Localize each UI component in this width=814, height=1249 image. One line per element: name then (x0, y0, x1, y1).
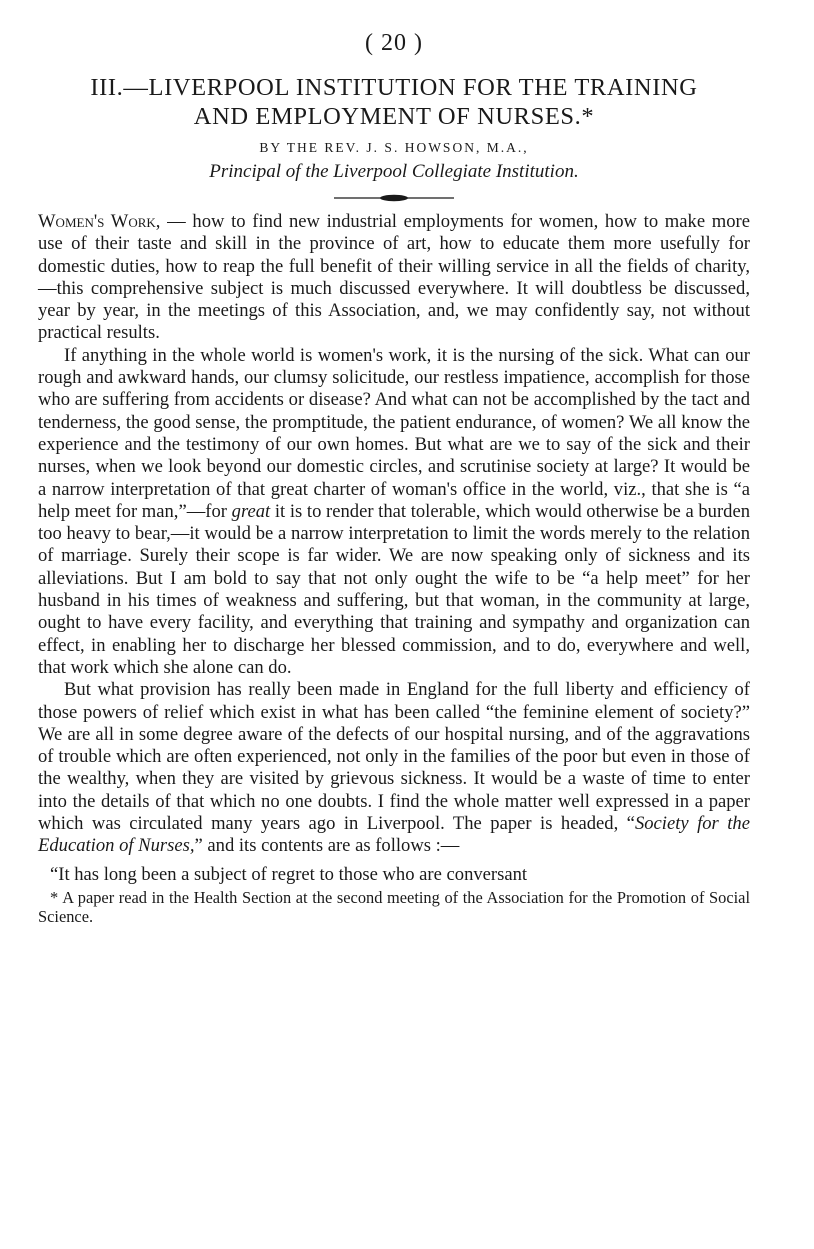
author-byline: BY THE REV. J. S. HOWSON, M.A., (259, 140, 529, 155)
paragraph-3-emphasis: Society for the Education of Nurses, (38, 813, 750, 857)
paragraph-2-text-b: it is to render that tolerable, which would otherwise be a burden too heavy to bear,—it would be a narrow interpretation to limit the words merely to the relation of marriage. Surely their scope is far wider. We are now speaking only of sickness and its alleviations. But I am bold to say that not only ought the wife to be “a help meet” for her husband in his times of weakness and suffering, but that woman, in the community at large, ought to have every facility, and everything that training and sympathy and organization can effect, in enabling her to discharge her blessed commission, and to do, everywhere and well, that work which she alone can do. (38, 500, 751, 678)
page-number: ( 20 ) (365, 30, 423, 56)
footnote (38, 888, 750, 926)
paragraph-3-text-b: ” and its contents are as follows :— (194, 835, 460, 857)
quotation-start: “It has long been a subject of regret to those who are conversant (50, 863, 528, 885)
footnote-mark: * (50, 887, 59, 907)
footnote-text: A paper read in the Health Section at the second meeting of the Association for the Promotion of Social Science. (38, 887, 750, 926)
paragraph-3-text-a: But what provision has really been made in England for the full liberty and efficiency of those powers of relief which exist in what has been called “the feminine element of society?” We are all in some degree aware of the defects of our hospital nursing, and of the aggravations of trouble which are often experienced, not only in the families of the poor but even in those of the wealthy, when they are visited by grievous sickness. It would be a waste of time to enter into the details of that which no one doubts. I find the whole matter well expressed in a paper which was circulated many years ago in Liverpool. The paper is headed, “ (38, 679, 750, 835)
paragraph-2-emphasis: great (231, 500, 271, 522)
title-line-1: III.—LIVERPOOL INSTITUTION FOR THE TRAINING (90, 74, 698, 101)
paragraph-1-text: — how to find new industrial employments for women, how to make more use of their taste and skill in the province of art, how to educate them more usefully for domestic duties, how to reap the full benefit of their willing service in all the fields of charity,—this comprehensive subject is much discussed everywhere. It will doubtless be discussed, year by year, in the meetings of this Association, and, we may confidently say, not without practical results. (38, 211, 750, 344)
paragraph-3 (38, 679, 750, 857)
title-line-2: AND EMPLOYMENT OF NURSES.* (193, 103, 595, 130)
article-title (38, 73, 750, 131)
article-body (38, 211, 750, 858)
paragraph-2-text-a: If anything in the whole world is women's work, it is the nursing of the sick. What can our rough and awkward hands, our clumsy solicitude, our restless impatience, accomplish for those who are suffering from accidents or disease? And what can not be accomplished by the tact and tenderness, the good sense, the promptitude, the patient endurance, of women? We all know the experience and the testimony of our own homes. But what are we to say of the sick and their nurses, when we look beyond our domestic circles, and scrutinise society at large? It would be a narrow interpretation of that great charter of woman's office in the world, viz., that she is “a help meet for man,”—for (38, 344, 750, 522)
ornamental-divider (334, 193, 454, 203)
paragraph-2 (38, 345, 750, 679)
document-page (38, 30, 750, 926)
paragraph-1-lead: Women's Work, (38, 211, 161, 232)
author-affiliation: Principal of the Liverpool Collegiate Institution. (209, 161, 579, 182)
paragraph-1 (38, 211, 750, 345)
